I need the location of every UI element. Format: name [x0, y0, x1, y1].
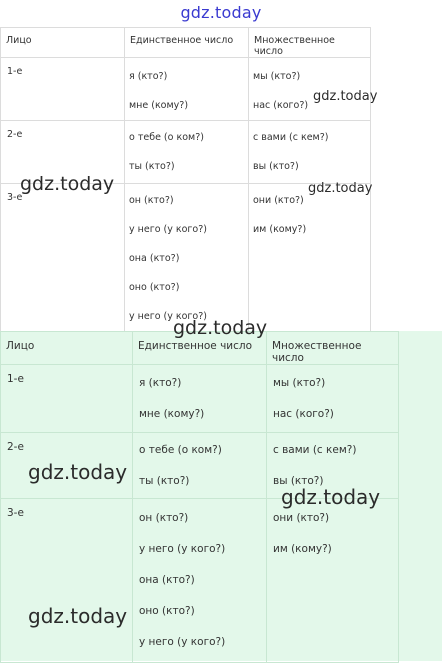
table-row — [1, 184, 371, 336]
header-plural: Множественное число — [249, 28, 371, 58]
pronoun-text: мне (кому?) — [129, 100, 189, 111]
singular-cell — [133, 499, 267, 663]
pronoun-text: вы (кто?) — [253, 161, 299, 172]
pronoun-text: он (кто?) — [139, 512, 189, 524]
person-cell: 3-е — [1, 184, 125, 336]
pronoun-text: о тебе (о ком?) — [139, 444, 222, 456]
singular-cell — [125, 58, 249, 121]
pronoun-text: она (кто?) — [139, 574, 195, 586]
watermark-text: gdz.today — [173, 317, 268, 339]
pronoun-text: они (кто?) — [273, 512, 330, 524]
pronoun-text: у него (у кого?) — [129, 311, 207, 322]
pronoun-text: я (кто?) — [139, 377, 182, 389]
plural-cell — [267, 365, 399, 433]
header-singular: Единственное число — [125, 28, 249, 58]
pronoun-text: у него (у кого?) — [139, 636, 226, 648]
person-cell: 2-е — [1, 121, 125, 184]
pronoun-text: мы (кто?) — [273, 377, 326, 389]
pronoun-text: ты (кто?) — [139, 475, 190, 487]
table-row — [1, 365, 399, 433]
pronoun-text: с вами (с кем?) — [253, 132, 329, 143]
plural-cell — [249, 181, 373, 336]
pronoun-text: мне (кому?) — [139, 408, 205, 420]
pronoun-text: нас (кого?) — [253, 100, 309, 111]
watermark-text: gdz.today — [28, 460, 128, 484]
person-cell: 2-е — [1, 433, 133, 499]
pronoun-text: нас (кого?) — [273, 408, 334, 420]
watermark-text: gdz.today — [308, 181, 373, 196]
pronoun-text: им (кому?) — [253, 224, 307, 235]
header-plural: Множественное число — [267, 332, 399, 365]
pronoun-text: оно (кто?) — [139, 605, 195, 617]
pronoun-text: они (кто?) — [253, 195, 304, 206]
pronoun-text: она (кто?) — [129, 253, 180, 264]
watermark-text: gdz.today — [313, 89, 378, 104]
singular-cell — [125, 184, 249, 336]
table-header-row — [1, 28, 371, 58]
pronoun-text: вы (кто?) — [273, 475, 324, 487]
singular-cell — [133, 365, 267, 433]
header-singular: Единственное число — [133, 332, 267, 365]
watermark-text: gdz.today — [20, 173, 115, 195]
person-cell: 3-е — [1, 499, 133, 663]
header-person: Лицо — [1, 28, 125, 58]
singular-cell — [133, 433, 267, 499]
person-cell: 1-е — [1, 365, 133, 433]
pronoun-text: у него (у кого?) — [139, 543, 226, 555]
plural-cell — [267, 499, 399, 663]
pronoun-text: о тебе (о ком?) — [129, 132, 204, 143]
person-cell: 1-е — [1, 58, 125, 121]
table-row — [1, 499, 399, 663]
pronoun-text: он (кто?) — [129, 195, 174, 206]
site-title: gdz.today — [180, 3, 262, 22]
pronoun-text: я (кто?) — [129, 71, 168, 82]
pronoun-text: им (кому?) — [273, 543, 332, 555]
pronoun-text: у него (у кого?) — [129, 224, 207, 235]
watermark-text: gdz.today — [281, 485, 381, 509]
header-person: Лицо — [1, 332, 133, 365]
pronoun-text: с вами (с кем?) — [273, 444, 357, 456]
pronoun-text: оно (кто?) — [129, 282, 180, 293]
watermark-text: gdz.today — [28, 604, 128, 628]
plural-cell — [249, 121, 371, 184]
singular-cell — [125, 121, 249, 184]
pronoun-text: мы (кто?) — [253, 71, 301, 82]
pronoun-text: ты (кто?) — [129, 161, 175, 172]
